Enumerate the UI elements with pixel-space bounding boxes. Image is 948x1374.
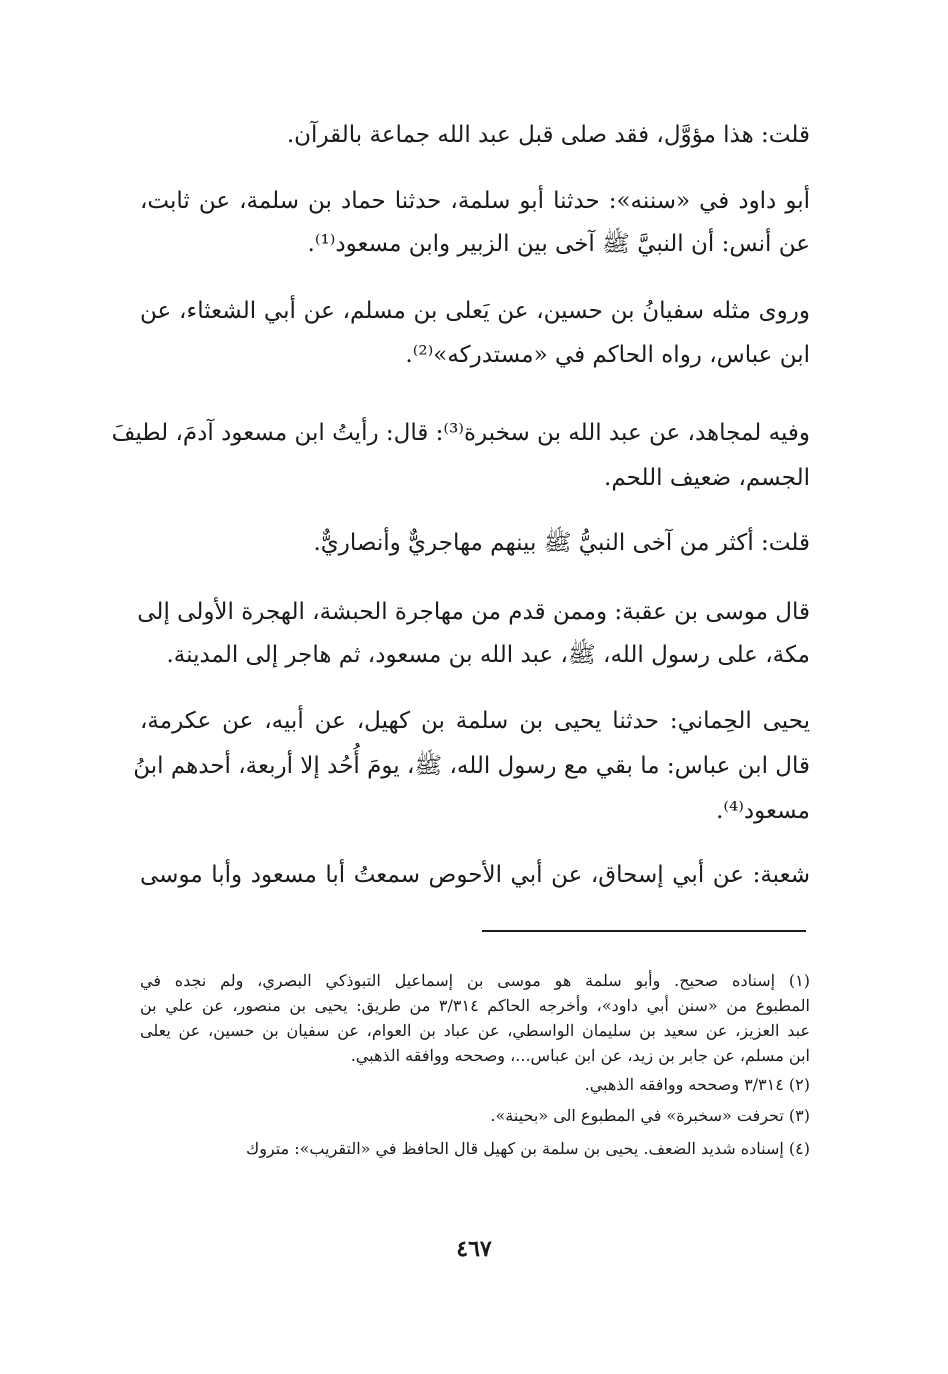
paragraph-line: أبو داود في «سننه»: حدثنا أبو سلمة، حدثنا حماد بن سلمة، عن ثابت، (140, 188, 810, 214)
paragraph-line: ابن عباس، رواه الحاكم في «مستدركه»⁽²⁾. (405, 342, 810, 368)
paragraph-line: قلت: هذا مؤوَّل، فقد صلى قبل عبد الله جماعة بالقرآن. (286, 122, 810, 148)
footnote-line: (٣) تحرفت «سخبرة» في المطبوع الى «بحينة». (490, 1106, 810, 1125)
paragraph-line: الجسم، ضعيف اللحم. (604, 465, 810, 491)
page-number: ٤٦٧ (456, 1236, 492, 1262)
paragraph-line: قلت: أكثر من آخى النبيُّ ﷺ بينهم مهاجريٌّ وأنصاريٌّ. (313, 530, 810, 556)
footnote-line: عبد العزيز، عن سعيد بن سليمان الواسطي، عن عباد بن العوام، عن سفيان بن حسين، عن يعلى (140, 1021, 810, 1040)
paragraph-line: قال موسى بن عقبة: وممن قدم من مهاجرة الحبشة، الهجرة الأولى إلى (137, 599, 810, 625)
paragraph-line: يحيى الحِماني: حدثنا يحيى بن سلمة بن كهيل، عن أبيه، عن عكرمة، (140, 708, 810, 734)
paragraph-line: مسعود⁽⁴⁾. (716, 798, 810, 824)
paragraph-line: وروى مثله سفيانُ بن حسين، عن يَعلى بن مسلم، عن أبي الشعثاء، عن (140, 298, 810, 324)
paragraph-line: مكة، على رسول الله، ﷺ، عبد الله بن مسعود، ثم هاجر إلى المدينة. (166, 642, 810, 668)
paragraph-line: قال ابن عباس: ما بقي مع رسول الله، ﷺ، يومَ أُحُد إلا أربعة، أحدهم ابنُ (133, 753, 810, 779)
paragraph-line: وفيه لمجاهد، عن عبد الله بن سخبرة⁽³⁾: قال: رأيتُ ابن مسعود آدمَ، لطيفَ (111, 420, 810, 446)
paragraph-line: عن أنس: أن النبيَّ ﷺ آخى بين الزبير وابن مسعود⁽¹⁾. (307, 231, 810, 257)
footnote-line: (٢) ٣/٣١٤ وصححه ووافقه الذهبي. (584, 1075, 810, 1094)
footnote-line: (٤) إسناده شديد الضعف. يحيى بن سلمة بن كهيل قال الحافظ في «التقريب»: متروك (246, 1139, 810, 1158)
paragraph-line: شعبة: عن أبي إسحاق، عن أبي الأحوص سمعتُ أبا مسعود وأبا موسى (140, 862, 810, 888)
footnotes (111, 0, 810, 1200)
footnote-line: (١) إسناده صحيح. وأبو سلمة هو موسى بن إسماعيل التبوذكي البصري، ولم نجده في (140, 971, 810, 990)
footnote-line: ابن مسلم، عن جابر بن زيد، عن ابن عباس...، وصححه ووافقه الذهبي. (350, 1046, 810, 1065)
footnote-line: المطبوع من «سنن أبي داود»، وأخرجه الحاكم ٣/٣١٤ من طريق: يحيى بن منصور، عن علي بن (140, 996, 810, 1015)
